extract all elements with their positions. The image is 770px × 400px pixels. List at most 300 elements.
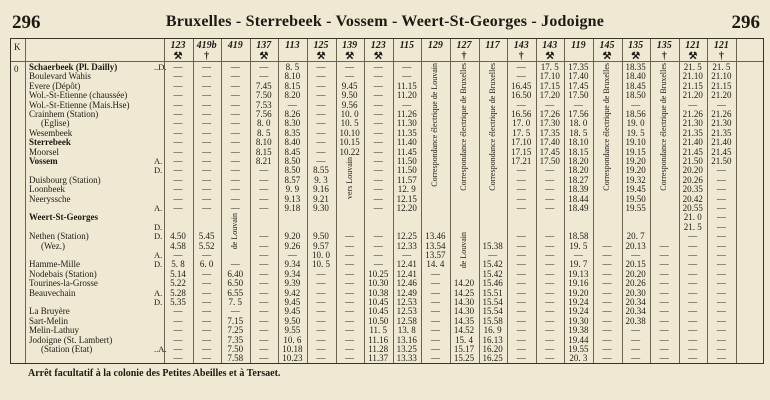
time-cell: 8.15	[284, 80, 301, 91]
time-cell: 20.15	[625, 259, 646, 270]
column-header	[280, 40, 304, 51]
time-cell: —	[430, 306, 440, 317]
time-cell: 17. 0	[512, 118, 531, 129]
column-header	[509, 40, 533, 62]
time-cell: —	[688, 315, 698, 326]
time-cell: 17.15	[511, 146, 532, 157]
time-cell: —	[659, 325, 669, 336]
time-cell: 19.16	[568, 278, 589, 289]
time-cell: 19.38	[568, 325, 589, 336]
time-cell: —	[345, 297, 355, 307]
time-cell: —	[716, 268, 726, 279]
time-cell: —	[716, 240, 726, 251]
time-cell: —	[545, 278, 555, 289]
station-name: Nethen (Station)	[29, 231, 89, 242]
time-cell: —	[373, 203, 383, 213]
time-cell: —	[173, 306, 183, 317]
time-cell: —	[716, 99, 726, 110]
column-header	[338, 40, 362, 62]
time-cell: —	[345, 278, 355, 289]
time-cell: —	[373, 137, 383, 148]
time-cell: —	[373, 184, 383, 195]
time-cell: 16. 9	[483, 325, 502, 336]
time-cell: 7.58	[227, 353, 244, 364]
time-cell: —	[659, 250, 669, 260]
time-cell: —	[202, 99, 212, 110]
time-cell: 21.35	[682, 127, 703, 138]
time-cell: —	[316, 118, 326, 129]
time-cell: 19.45	[625, 184, 646, 195]
time-cell: —	[259, 306, 269, 317]
station-name: Duisbourg (Station)	[29, 174, 101, 185]
time-cell: 21. 5	[683, 62, 702, 72]
time-cell: —	[316, 344, 326, 354]
time-cell: —	[716, 221, 726, 232]
time-cell: —	[259, 240, 269, 251]
station-name: Hamme-Mille	[29, 259, 80, 270]
time-cell: —	[173, 325, 183, 336]
time-cell: 9.18	[284, 203, 301, 213]
time-cell: 21.45	[682, 146, 703, 157]
time-cell: 10.38	[368, 287, 389, 298]
time-cell: 21.15	[682, 80, 703, 91]
time-cell: 12.25	[396, 231, 417, 242]
time-cell: —	[516, 174, 526, 185]
time-cell: 13.54	[425, 240, 446, 251]
time-cell: 19.10	[625, 137, 646, 148]
workday-hammer-icon: ⚒	[602, 51, 612, 62]
station-name: Neeryssche	[29, 193, 71, 204]
station-name: Wol.-St-Etienne (Mais.Hse)	[29, 99, 130, 110]
time-cell: 21. 0	[683, 212, 702, 223]
time-cell: —	[345, 62, 355, 72]
time-cell: 8. 5	[257, 127, 271, 138]
time-cell: —	[173, 127, 183, 138]
time-cell: —	[688, 334, 698, 345]
time-cell: 21.40	[711, 137, 732, 148]
column-divider	[250, 39, 251, 363]
time-cell: —	[430, 278, 440, 289]
time-cell: —	[230, 80, 240, 91]
time-cell: 12.49	[396, 287, 417, 298]
time-cell: 17.30	[539, 118, 560, 129]
time-cell: 11.57	[396, 174, 417, 185]
time-cell: —	[202, 344, 212, 354]
time-cell: 12.33	[396, 240, 417, 251]
column-divider	[336, 39, 337, 363]
column-divider	[736, 39, 737, 363]
workday-hammer-icon: ⚒	[373, 51, 383, 62]
arrival-departure-marker: A.	[154, 156, 163, 166]
vertical-note: Correspondance électrique de Bruxelles	[487, 63, 497, 191]
sunday-dagger-icon: †	[661, 51, 667, 62]
workday-hammer-icon: ⚒	[259, 51, 269, 62]
time-cell: 16.50	[511, 90, 532, 101]
time-cell: —	[716, 212, 726, 223]
vertical-note: de Louvain	[230, 213, 240, 250]
time-cell: —	[688, 268, 698, 279]
time-cell: —	[688, 99, 698, 110]
time-cell: —	[659, 344, 669, 354]
time-cell: —	[373, 118, 383, 129]
time-cell: 21.40	[682, 137, 703, 148]
time-cell: —	[659, 353, 669, 364]
workday-hammer-icon: ⚒	[316, 51, 326, 62]
time-cell: —	[316, 80, 326, 91]
time-cell: 18.15	[568, 146, 589, 157]
time-cell: —	[259, 268, 269, 279]
time-cell: 21. 5	[712, 62, 731, 72]
time-cell: —	[602, 334, 612, 345]
arrival-departure-marker: D.	[154, 297, 163, 307]
time-cell: —	[259, 231, 269, 242]
time-cell: —	[602, 325, 612, 336]
time-cell: —	[631, 334, 641, 345]
time-cell: —	[545, 287, 555, 298]
time-cell: —	[345, 334, 355, 345]
time-cell: —	[316, 315, 326, 326]
time-cell: —	[259, 278, 269, 289]
time-cell: —	[373, 240, 383, 251]
time-cell: 19.32	[625, 174, 646, 185]
time-cell: 9.45	[284, 297, 301, 307]
time-cell: 10.23	[282, 353, 303, 364]
time-cell: 12.53	[396, 297, 417, 307]
time-cell: —	[202, 297, 212, 307]
time-cell: 20.34	[625, 306, 646, 317]
time-cell: 9.50	[341, 90, 358, 101]
time-cell: 17.50	[539, 156, 560, 166]
station-name: Vossem	[29, 156, 58, 166]
time-cell: 9.21	[313, 193, 329, 204]
column-header	[309, 40, 333, 62]
time-cell: 20.35	[682, 184, 703, 195]
time-cell: 7.35	[227, 334, 244, 345]
time-cell: 8.30	[284, 118, 301, 129]
time-cell: 14. 4	[426, 259, 445, 270]
time-cell: —	[659, 240, 669, 251]
arrival-departure-marker: D.	[154, 231, 163, 242]
time-cell: 8.15	[255, 146, 272, 157]
time-cell: 19.30	[568, 315, 589, 326]
time-cell: 11.50	[396, 156, 417, 166]
time-cell: —	[202, 287, 212, 298]
time-cell: 20.26	[682, 174, 703, 185]
time-cell: 8. 0	[257, 118, 271, 129]
train-number: 127	[456, 40, 472, 51]
time-cell: 16.25	[482, 353, 503, 364]
time-cell: 12.20	[396, 203, 417, 213]
station-name: Crainhem (Station)	[29, 109, 99, 119]
workday-hammer-icon: ⚒	[173, 51, 183, 62]
vertical-note: de Louvain	[459, 232, 468, 269]
time-cell: —	[259, 287, 269, 298]
time-cell: 20.42	[682, 193, 703, 204]
time-cell: 10.30	[368, 278, 389, 289]
time-cell: —	[259, 71, 269, 82]
arrival-departure-marker: A.	[154, 203, 163, 213]
timetable-grid	[10, 38, 764, 364]
time-cell: 5. 8	[171, 259, 185, 270]
time-cell: 17.45	[539, 146, 560, 157]
time-cell: —	[316, 90, 326, 101]
time-cell: 9.13	[284, 193, 301, 204]
time-cell: 14.30	[453, 297, 475, 307]
time-cell: 8.45	[284, 146, 301, 157]
time-cell: 13.25	[396, 344, 417, 354]
arrival-departure-marker: D.	[154, 259, 163, 270]
time-cell: 11.26	[396, 109, 417, 119]
time-cell: 18.40	[625, 71, 646, 82]
time-cell: 10.10	[339, 127, 360, 138]
time-cell: 11.37	[368, 353, 389, 364]
time-cell: —	[545, 231, 555, 242]
time-cell: —	[716, 203, 726, 213]
vertical-note: vers Louvain	[344, 157, 354, 199]
arrival-departure-marker: A.	[154, 287, 163, 298]
time-cell: 9.50	[284, 315, 301, 326]
time-cell: —	[202, 193, 212, 204]
column-divider	[707, 39, 708, 363]
time-cell: 6.50	[227, 278, 244, 289]
time-cell: —	[230, 127, 240, 138]
time-cell: —	[545, 353, 555, 364]
time-cell: 12.58	[396, 315, 417, 326]
time-cell: 17.35	[568, 62, 589, 72]
time-cell: —	[631, 325, 641, 336]
time-cell: —	[516, 306, 526, 317]
column-divider	[421, 39, 422, 363]
time-cell: —	[173, 250, 183, 260]
time-cell: —	[402, 99, 412, 110]
time-cell: 20.13	[625, 240, 646, 251]
column-divider	[307, 39, 308, 363]
time-cell: 18.45	[625, 80, 646, 91]
time-cell: 8.20	[284, 90, 301, 101]
time-cell: —	[259, 250, 269, 260]
time-cell: 10.18	[282, 344, 303, 354]
time-cell: —	[716, 297, 726, 307]
time-cell: —	[659, 287, 669, 298]
time-cell: 19.24	[568, 297, 589, 307]
time-cell: —	[430, 287, 440, 298]
station-name: Wesembeek	[29, 127, 73, 138]
time-cell: 21.30	[711, 118, 732, 129]
column-divider	[593, 39, 594, 363]
time-cell: 15.25	[453, 353, 475, 364]
time-cell: —	[688, 240, 698, 251]
time-cell: —	[316, 99, 326, 110]
time-cell: —	[716, 174, 726, 185]
time-cell: —	[230, 174, 240, 185]
time-cell: —	[259, 259, 269, 270]
time-cell: 8.55	[313, 165, 329, 176]
time-cell: 9.45	[341, 80, 358, 91]
time-cell: 17. 5	[540, 62, 559, 72]
time-cell: —	[688, 287, 698, 298]
time-cell: 18.44	[568, 193, 589, 204]
time-cell: 7.50	[255, 90, 272, 101]
time-cell: 13. 8	[397, 325, 416, 336]
time-cell: —	[259, 184, 269, 195]
column-header	[595, 40, 619, 62]
time-cell: —	[345, 353, 355, 364]
column-divider	[622, 39, 623, 363]
time-cell: —	[516, 231, 526, 242]
time-cell: 18.39	[568, 184, 589, 195]
time-cell: —	[202, 90, 212, 101]
time-cell: —	[430, 353, 440, 364]
time-cell: 18.56	[625, 109, 646, 119]
time-cell: —	[516, 297, 526, 307]
column-header	[166, 40, 190, 62]
page-number-left: 296	[12, 12, 41, 33]
time-cell: 12.15	[396, 193, 417, 204]
km-zero: 0	[14, 64, 19, 74]
time-cell: —	[688, 259, 698, 270]
time-cell: —	[516, 62, 526, 72]
time-cell: 17.45	[568, 80, 589, 91]
time-cell: 16.20	[482, 344, 503, 354]
time-cell: —	[173, 353, 183, 364]
station-name: Jodoigne (St. Lambert)	[29, 334, 113, 345]
time-cell: 15.17	[453, 344, 475, 354]
time-cell: 7.25	[227, 325, 244, 336]
time-cell: —	[516, 353, 526, 364]
train-number: 121	[713, 40, 729, 51]
station-name: (Eglise)	[41, 118, 70, 129]
time-cell: —	[202, 203, 212, 213]
station-name: Tourines-la-Grosse	[29, 278, 98, 289]
time-cell: —	[602, 287, 612, 298]
time-cell: —	[230, 146, 240, 157]
time-cell: —	[173, 193, 183, 204]
time-cell: 17.35	[539, 127, 560, 138]
time-cell: —	[688, 344, 698, 354]
time-cell: —	[259, 353, 269, 364]
time-cell: —	[316, 306, 326, 317]
time-cell: 19.15	[625, 146, 646, 157]
time-cell: —	[545, 250, 555, 260]
time-cell: 19.55	[568, 344, 589, 354]
time-cell: —	[373, 174, 383, 185]
time-cell: 11.50	[396, 165, 417, 176]
k-label: K	[14, 42, 21, 52]
time-cell: 10. 5	[312, 259, 330, 270]
time-cell: —	[716, 193, 726, 204]
time-cell: —	[173, 344, 183, 354]
time-cell: —	[230, 118, 240, 129]
time-cell: —	[202, 315, 212, 326]
time-cell: —	[230, 156, 240, 166]
time-cell: —	[573, 250, 583, 260]
time-cell: 13.57	[425, 250, 446, 260]
time-cell: 12.46	[396, 278, 417, 289]
time-cell: —	[230, 109, 240, 119]
time-cell: 5.14	[170, 268, 186, 279]
time-cell: —	[259, 174, 269, 185]
column-divider	[278, 39, 279, 363]
time-cell: 17.56	[568, 109, 589, 119]
train-number: 123	[370, 40, 386, 51]
time-cell: —	[202, 109, 212, 119]
time-cell: —	[430, 268, 440, 279]
column-header	[452, 40, 476, 62]
time-cell: —	[202, 306, 212, 317]
time-cell: 10.50	[368, 315, 389, 326]
time-cell: —	[688, 250, 698, 260]
time-cell: —	[173, 71, 183, 82]
station-name: Boulevard Wahis	[29, 71, 91, 82]
time-cell: —	[716, 334, 726, 345]
time-cell: —	[602, 297, 612, 307]
train-number: 125	[313, 40, 329, 51]
time-cell: 20. 3	[569, 353, 588, 364]
column-header	[652, 40, 676, 62]
time-cell: 12.53	[396, 306, 417, 317]
train-number: 143	[513, 40, 529, 51]
time-cell: —	[716, 287, 726, 298]
time-cell: 21.10	[711, 71, 732, 82]
time-cell: —	[516, 287, 526, 298]
time-cell: 18.27	[568, 174, 589, 185]
time-cell: —	[516, 203, 526, 213]
time-cell: 7. 5	[228, 297, 242, 307]
time-cell: —	[173, 156, 183, 166]
time-cell: —	[716, 165, 726, 176]
time-cell: —	[316, 268, 326, 279]
column-header	[566, 40, 590, 51]
time-cell: 21.26	[711, 109, 732, 119]
time-cell: 9. 3	[314, 174, 328, 185]
time-cell: —	[345, 231, 355, 242]
time-cell: 19.50	[625, 193, 646, 204]
time-cell: —	[688, 231, 698, 242]
time-cell: —	[688, 325, 698, 336]
km-column-divider	[25, 39, 26, 363]
time-cell: —	[259, 297, 269, 307]
time-cell: —	[316, 62, 326, 72]
time-cell: —	[373, 71, 383, 82]
arrival-departure-marker: D.	[154, 165, 163, 176]
time-cell: 18. 0	[569, 118, 588, 129]
time-cell: 11.35	[396, 127, 417, 138]
time-cell: 9.56	[341, 99, 358, 110]
time-cell: —	[516, 325, 526, 336]
time-cell: —	[345, 306, 355, 317]
train-number: 119	[571, 40, 586, 51]
time-cell: —	[202, 62, 212, 72]
time-cell: —	[602, 306, 612, 317]
time-cell: —	[545, 259, 555, 270]
sunday-dagger-icon: †	[718, 51, 724, 62]
time-cell: 15.42	[482, 268, 503, 279]
time-cell: —	[259, 315, 269, 326]
time-cell: —	[202, 278, 212, 289]
time-cell: —	[516, 184, 526, 195]
time-cell: —	[202, 165, 212, 176]
column-divider	[450, 39, 451, 363]
time-cell: —	[373, 193, 383, 204]
arrival-departure-marker: D.	[154, 221, 163, 232]
time-cell: 21.45	[711, 146, 732, 157]
time-cell: —	[373, 62, 383, 72]
time-cell: 17.50	[568, 90, 589, 101]
time-cell: 10.45	[368, 306, 389, 317]
time-cell: 7.45	[255, 80, 272, 91]
time-cell: —	[516, 165, 526, 176]
time-cell: 19.20	[625, 165, 646, 176]
